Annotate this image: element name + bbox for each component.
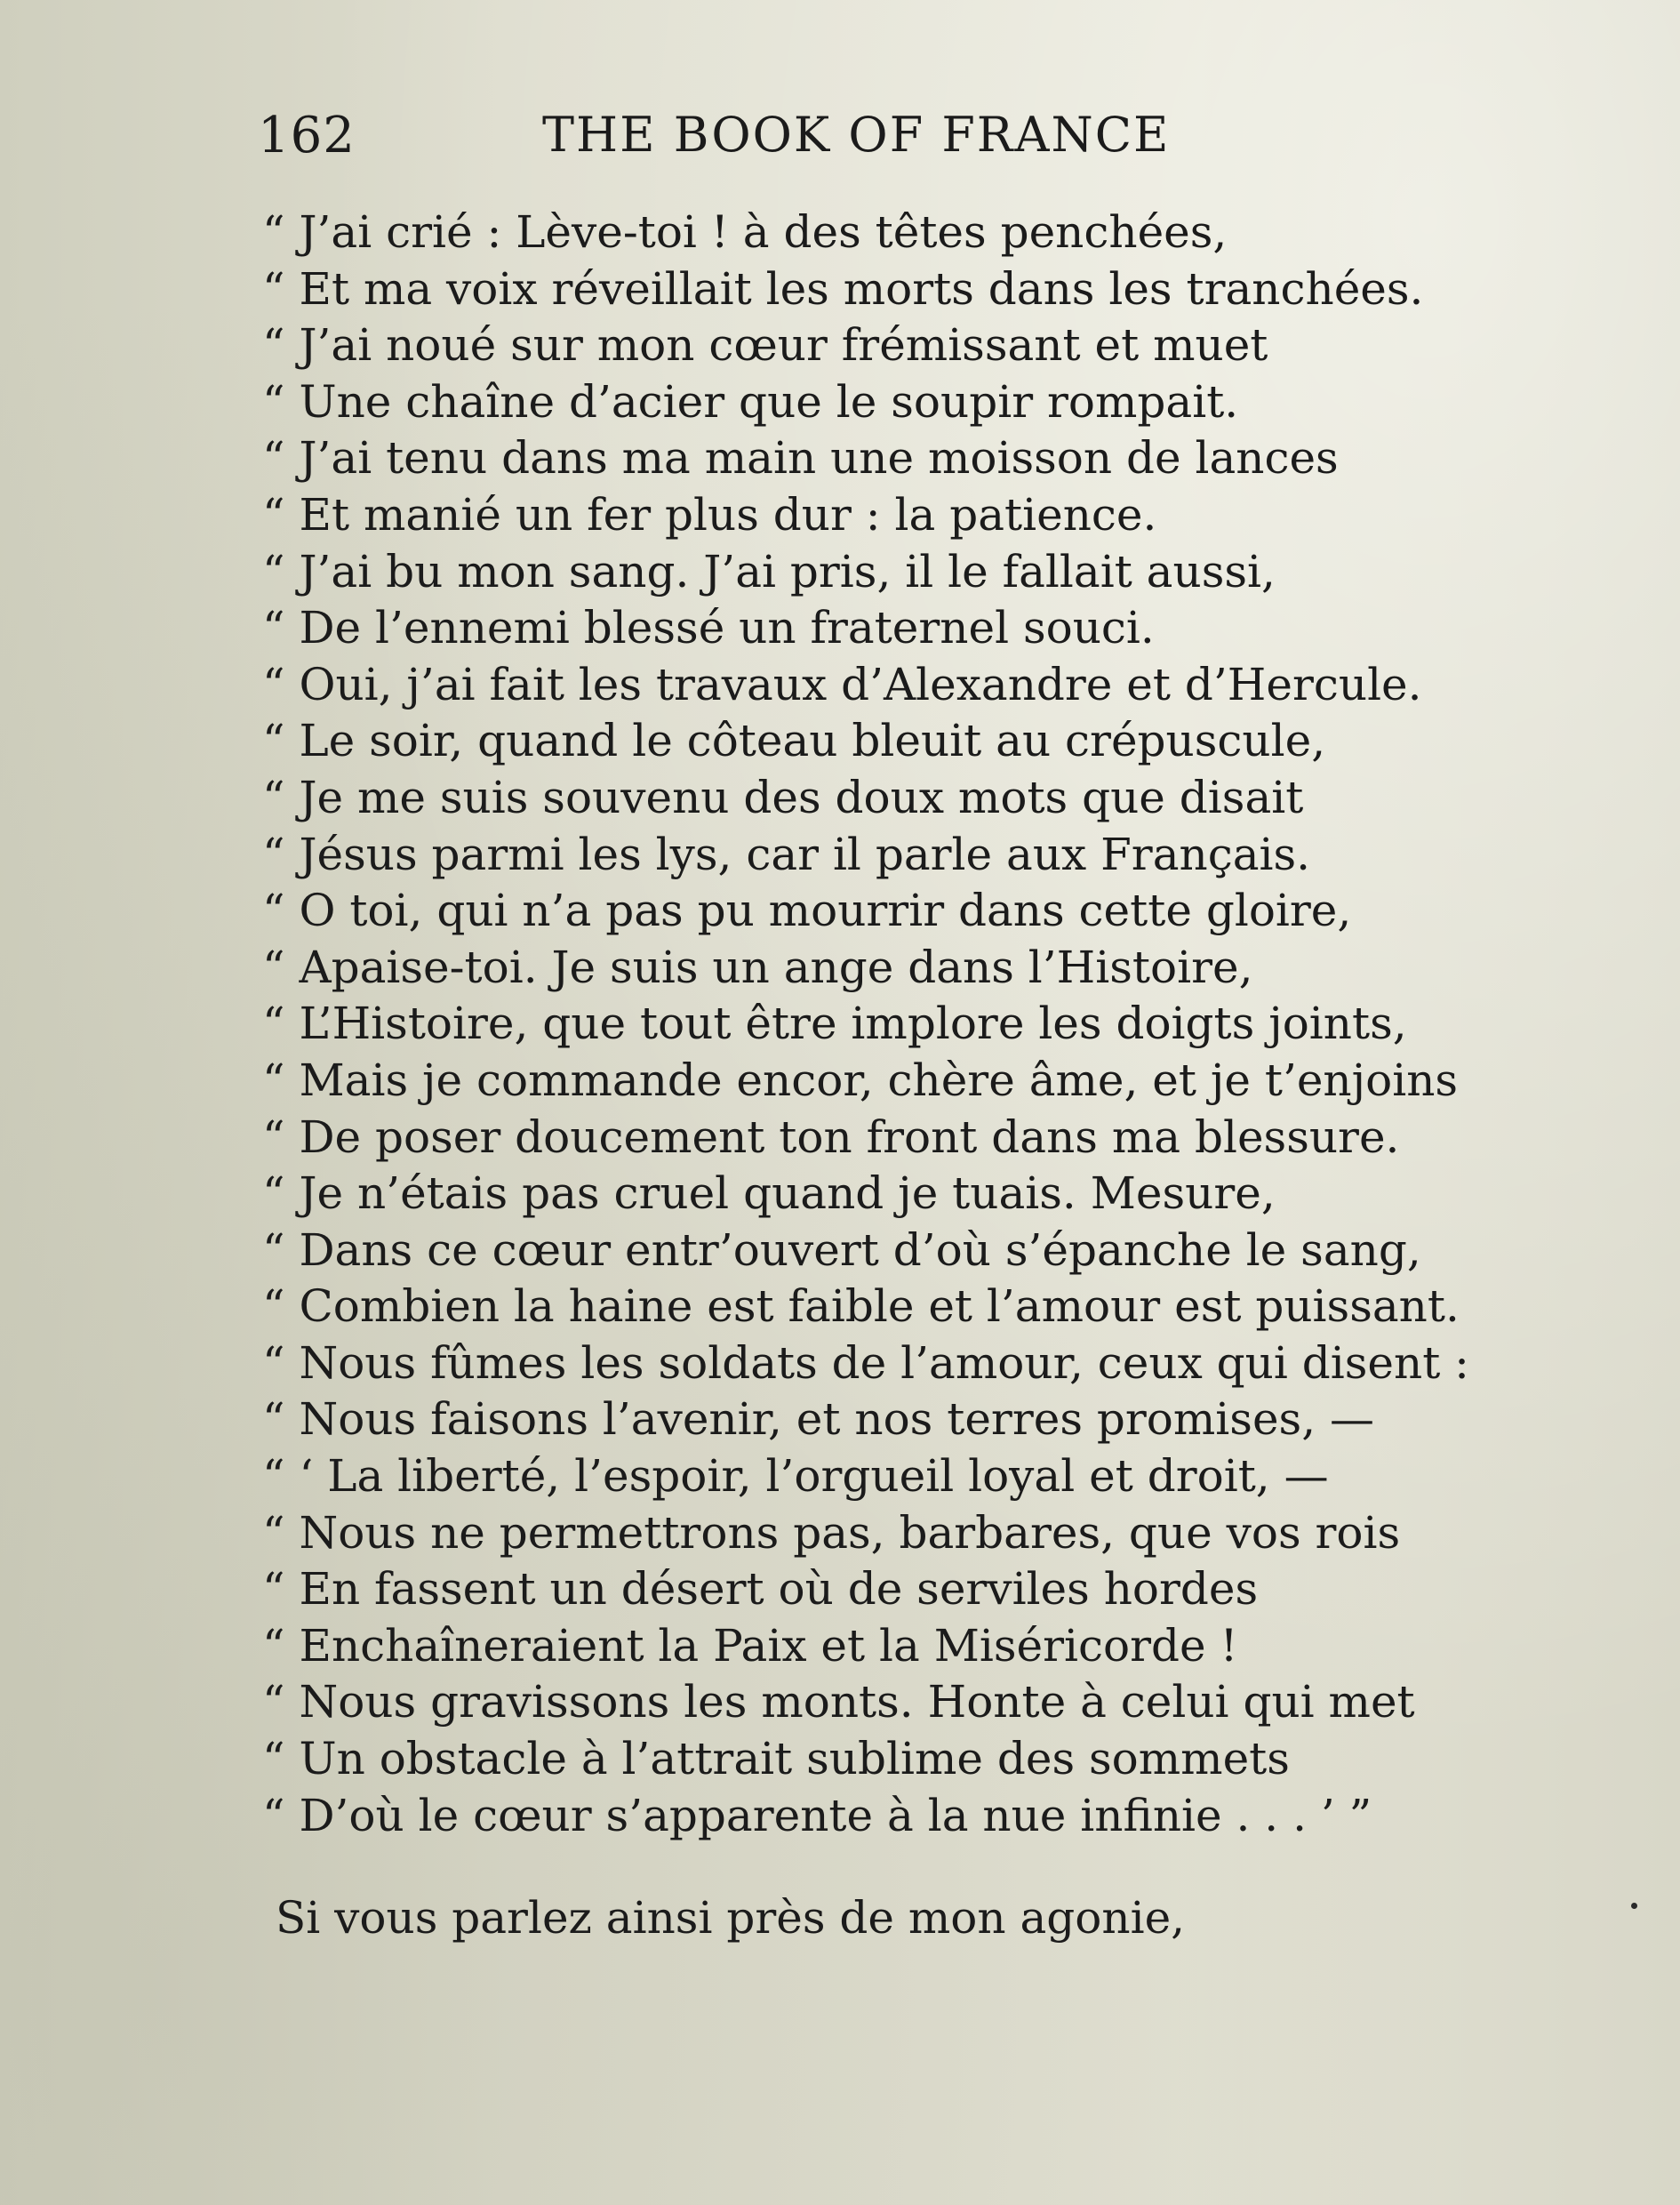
running-head	[258, 107, 1253, 178]
verse-line: “ Une chaîne d’acier que le soupir rompait.	[262, 375, 1239, 428]
verse-line: “ Et manié un fer plus dur : la patience.	[262, 488, 1157, 541]
verse-line: “ Et ma voix réveillait les morts dans les tranchées.	[262, 262, 1424, 315]
verse-line: “ Dans ce cœur entr’ouvert d’où s’épanche le sang,	[262, 1223, 1421, 1276]
stanza-line: Si vous parlez ainsi près de mon agonie,	[276, 1892, 1186, 1944]
verse-line: “ D’où le cœur s’apparente à la nue infinie . . . ’ ”	[262, 1789, 1372, 1841]
verse-line: “ J’ai tenu dans ma main une moisson de lances	[262, 432, 1339, 485]
verse-line: “ Enchaîneraient la Paix et la Miséricorde !	[262, 1619, 1238, 1672]
verse-block	[262, 204, 1578, 1844]
verse-line: “ Nous faisons l’avenir, et nos terres promises, —	[262, 1393, 1374, 1446]
verse-line: “ Nous ne permettrons pas, barbares, que vos rois	[262, 1506, 1401, 1559]
verse-line: “ Un obstacle à l’attrait sublime des sommets	[262, 1733, 1290, 1785]
verse-line: “ Je me suis souvenu des doux mots que disait	[262, 771, 1304, 823]
verse-line: “ De poser doucement ton front dans ma blessure.	[262, 1111, 1400, 1163]
verse-line: “ En fassent un désert où de serviles hordes	[262, 1563, 1259, 1616]
verse-line: “ Mais je commande encor, chère âme, et je t’enjoins	[262, 1054, 1459, 1106]
verse-line: “ O toi, qui n’a pas pu mourrir dans cette gloire,	[262, 885, 1352, 937]
verse-line: “ Apaise-toi. Je suis un ange dans l’Histoire,	[262, 941, 1253, 993]
verse-line: “ Je n’étais pas cruel quand je tuais. Mesure,	[262, 1167, 1276, 1220]
verse-line: “ Le soir, quand le côteau bleuit au crépuscule,	[262, 715, 1326, 767]
page-number: 162	[258, 107, 356, 164]
verse-line: “ J’ai noué sur mon cœur frémissant et muet	[262, 319, 1268, 372]
verse-line: “ L’Histoire, que tout être implore les doigts joints,	[262, 998, 1407, 1050]
verse-line: “ De l’ennemi blessé un fraternel souci.	[262, 602, 1155, 654]
paper-speck	[1631, 1903, 1637, 1909]
verse-line: “ Nous fûmes les soldats de l’amour, ceux qui disent :	[262, 1336, 1470, 1389]
verse-line: “ Oui, j’ai fait les travaux d’Alexandre et d’Hercule.	[262, 658, 1422, 710]
verse-line: “ J’ai bu mon sang. J’ai pris, il le fallait aussi,	[262, 545, 1276, 597]
verse-line: “ J’ai crié : Lève-toi ! à des têtes penchées,	[262, 206, 1228, 258]
verse-line: “ Jésus parmi les lys, car il parle aux Français.	[262, 828, 1311, 880]
running-title: THE BOOK OF FRANCE	[542, 107, 1171, 163]
verse-line: “ ‘ La liberté, l’espoir, l’orgueil loyal et droit, —	[262, 1450, 1329, 1503]
verse-line: “ Combien la haine est faible et l’amour est puissant.	[262, 1280, 1460, 1333]
closing-stanza	[276, 1889, 1591, 1946]
verse-line: “ Nous gravissons les monts. Honte à celui qui met	[262, 1676, 1415, 1728]
